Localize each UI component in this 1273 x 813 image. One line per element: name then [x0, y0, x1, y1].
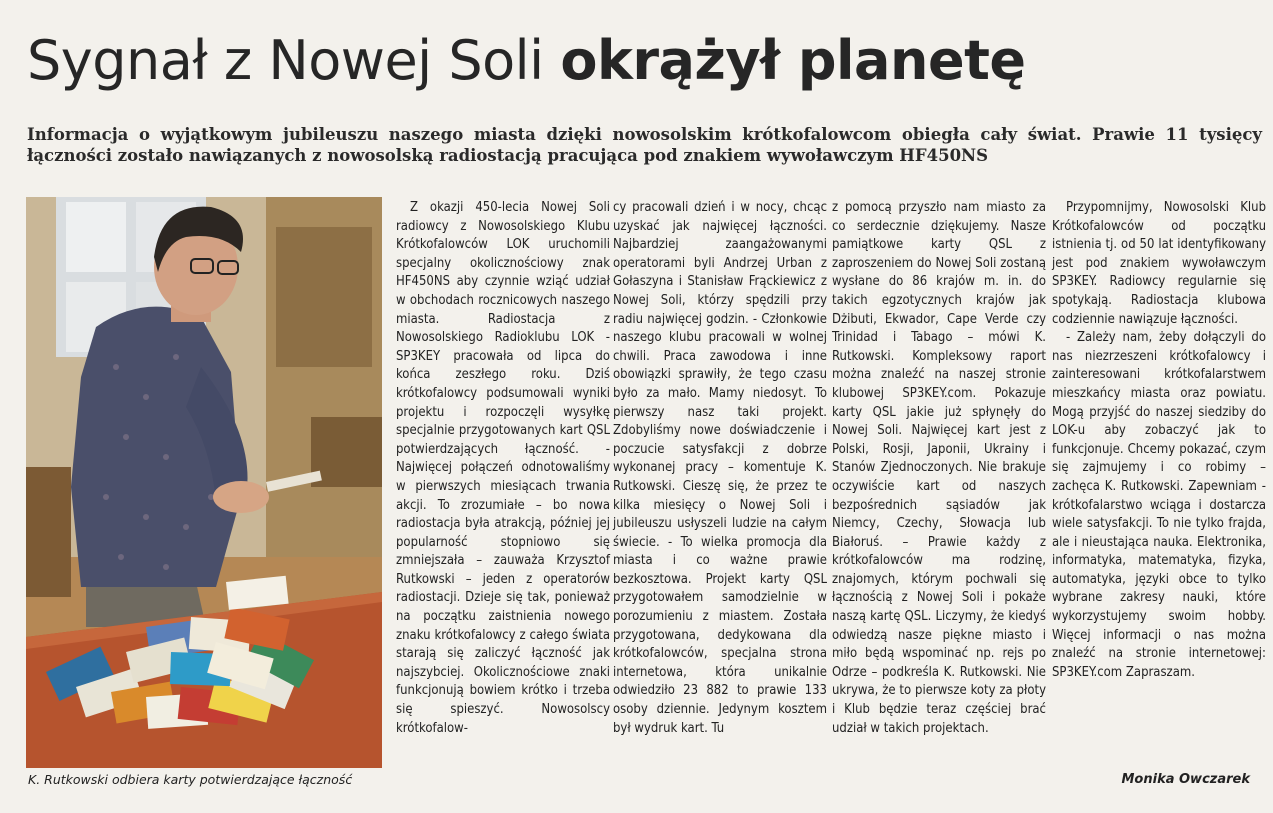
article-column-3 [832, 199, 1046, 799]
headline-regular: Sygnał z Nowej Soli [27, 29, 544, 92]
article-column-2 [613, 199, 827, 799]
article-column-4 [1052, 199, 1266, 799]
paragraph: cy pracowali dzień i w nocy, chcąc uzyskać jak najwięcej łączności. Najbardziej zaangażowanymi operatorami byli Andrzej Urban z Gołaszyna i Stanisław Frąckiewicz z Nowej Soli, którzy spędzili przy radiu najwięcej godzin. - Członkowie naszego klubu pracowali w wolnej chwili. Praca zawodowa i inne obowiązki sprawiły, że tego czasu było za mało. Mamy niedosyt. To pierwszy nasz taki projekt. Zdobyliśmy nowe doświadczenie i poczucie satysfakcji z dobrze wykonanej pracy – komentuje K. Rutkowski. Cieszę się, że przez te kilka miesięcy o Nowej Soli i jubileuszu usłyszeli ludzie na całym świecie. - To wielka promocja dla miasta i co ważne prawie bezkosztowa. Projekt karty QSL przygotowałem samodzielnie w porozumieniu z miastem. Została przygotowana, dedykowana dla krótkofalowców, specjalna strona internetowa, która unikalnie odwiedziło 23 882 to prawie 133 osoby dziennie. Jedynym kosztem był wydruk kart. Tu [613, 200, 827, 736]
paragraph: - Zależy nam, żeby dołączyli do nas niezrzeszeni krótkofalowcy i zainteresowani krótkofalarstwem mieszkańcy miasta oraz powiatu. Mogą przyjść do naszej siedziby do LOK-u aby zobaczyć jak to funkcjonuje. Chcemy pokazać, czym się zajmujemy i co robimy – zachęca K. Rutkowski. Zapewniam - krótkofalarstwo wciąga i dostarcza wiele satysfakcji. To nie tylko frajda, ale i nieustająca nauka. Elektronika, informatyka, matematyka, fizyka, automatyka, języki obce to tylko wybrane zakresy nauki, które wykorzystujemy swoim hobby. Więcej informacji o nas można znaleźć na stronie internetowej: SP3KEY.com Zapraszam. [1052, 330, 1266, 680]
article-column-1 [396, 199, 610, 799]
author-byline: Monika Owczarek [1121, 772, 1250, 787]
headline-bold: okrążył planetę [560, 29, 1026, 92]
paragraph: Przypomnijmy, Nowosolski Klub Krótkofalowców od początku istnienia tj. od 50 lat identyfikowany jest pod znakiem wywoławczym SP3KEY. Radiowcy regularnie się spotykają. Radiostacja klubowa codziennie nawiązuje łączności. [1052, 200, 1266, 327]
paragraph: Z okazji 450-lecia Nowej Soli radiowcy z Nowosolskiego Klubu Krótkofalowców LOK uruchomili specjalny okolicznościowy znak HF450NS aby czynnie wziąć udział w obchodach rocznicowych naszego miasta. Radiostacja z Nowosolskiego Radioklubu LOK - SP3KEY pracowała od lipca do końca zeszłego roku. Dziś krótkofalowcy podsumowali wyniki projektu i rozpoczęli wysyłkę specjalnie przygotowanych kart QSL potwierdzających łączność. - Najwięcej połączeń odnotowaliśmy w pierwszych miesiącach trwania akcji. To zrozumiałe – bo nowa radiostacja była atrakcją, później jej popularność stopniowo się zmniejszała – zauważa Krzysztof Rutkowski – jeden z operatorów radiostacji. Dzieje się tak, ponieważ na początku zaistnienia nowego znaku krótkofalowcy z całego świata starają się zaliczyć łączność jak najszybciej. Okolicznościowe znaki funkcjonują bowiem krótko i trzeba się spieszyć. Nowosolscy krótkofalow- [396, 200, 610, 736]
photo-caption: K. Rutkowski odbiera karty potwierdzające łączność [28, 772, 353, 787]
headline [27, 28, 1257, 94]
lead-paragraph: Informacja o wyjątkowym jubileuszu naszego miasta dzięki nowosolskim krótkofalowcom obiegła cały świat. Prawie 11 tysięcy łączności zostało nawiązanych z nowosolską radiostacją pracująca pod znakiem wywoławczym HF450NS [27, 125, 1262, 165]
paragraph: z pomocą przyszło nam miasto za co serdecznie dziękujemy. Nasze pamiątkowe karty QSL z zaproszeniem do Nowej Soli zostaną wysłane do 86 krajów m. in. do takich egzotycznych krajów jak Dżibuti, Ekwador, Cape Verde czy Trinidad i Tabago – mówi K. Rutkowski. Kompleksowy raport można znaleźć na naszej stronie klubowej SP3KEY.com. Pokazuje karty QSL jakie już spłynęły do Nowej Soli. Najwięcej kart jest z Polski, Rosji, Japonii, Ukrainy i Stanów Zjednoczonych. Nie brakuje oczywiście kart od naszych bezpośrednich sąsiadów jak Niemcy, Czechy, Słowacja lub Białoruś. – Prawie każdy z krótkofalowców ma rodzinę, znajomych, którym pochwali się łącznością z Nowej Soli i pokaże naszą kartę QSL. Liczymy, że kiedyś odwiedzą nasze piękne miasto i miło będą wspominać np. rejs po Odrze – podkreśla K. Rutkowski. Nie ukrywa, że to pierwsze koty za płoty i Klub będzie teraz częściej brać udział w takich projektach. [832, 200, 1046, 736]
article-photo [26, 197, 382, 768]
